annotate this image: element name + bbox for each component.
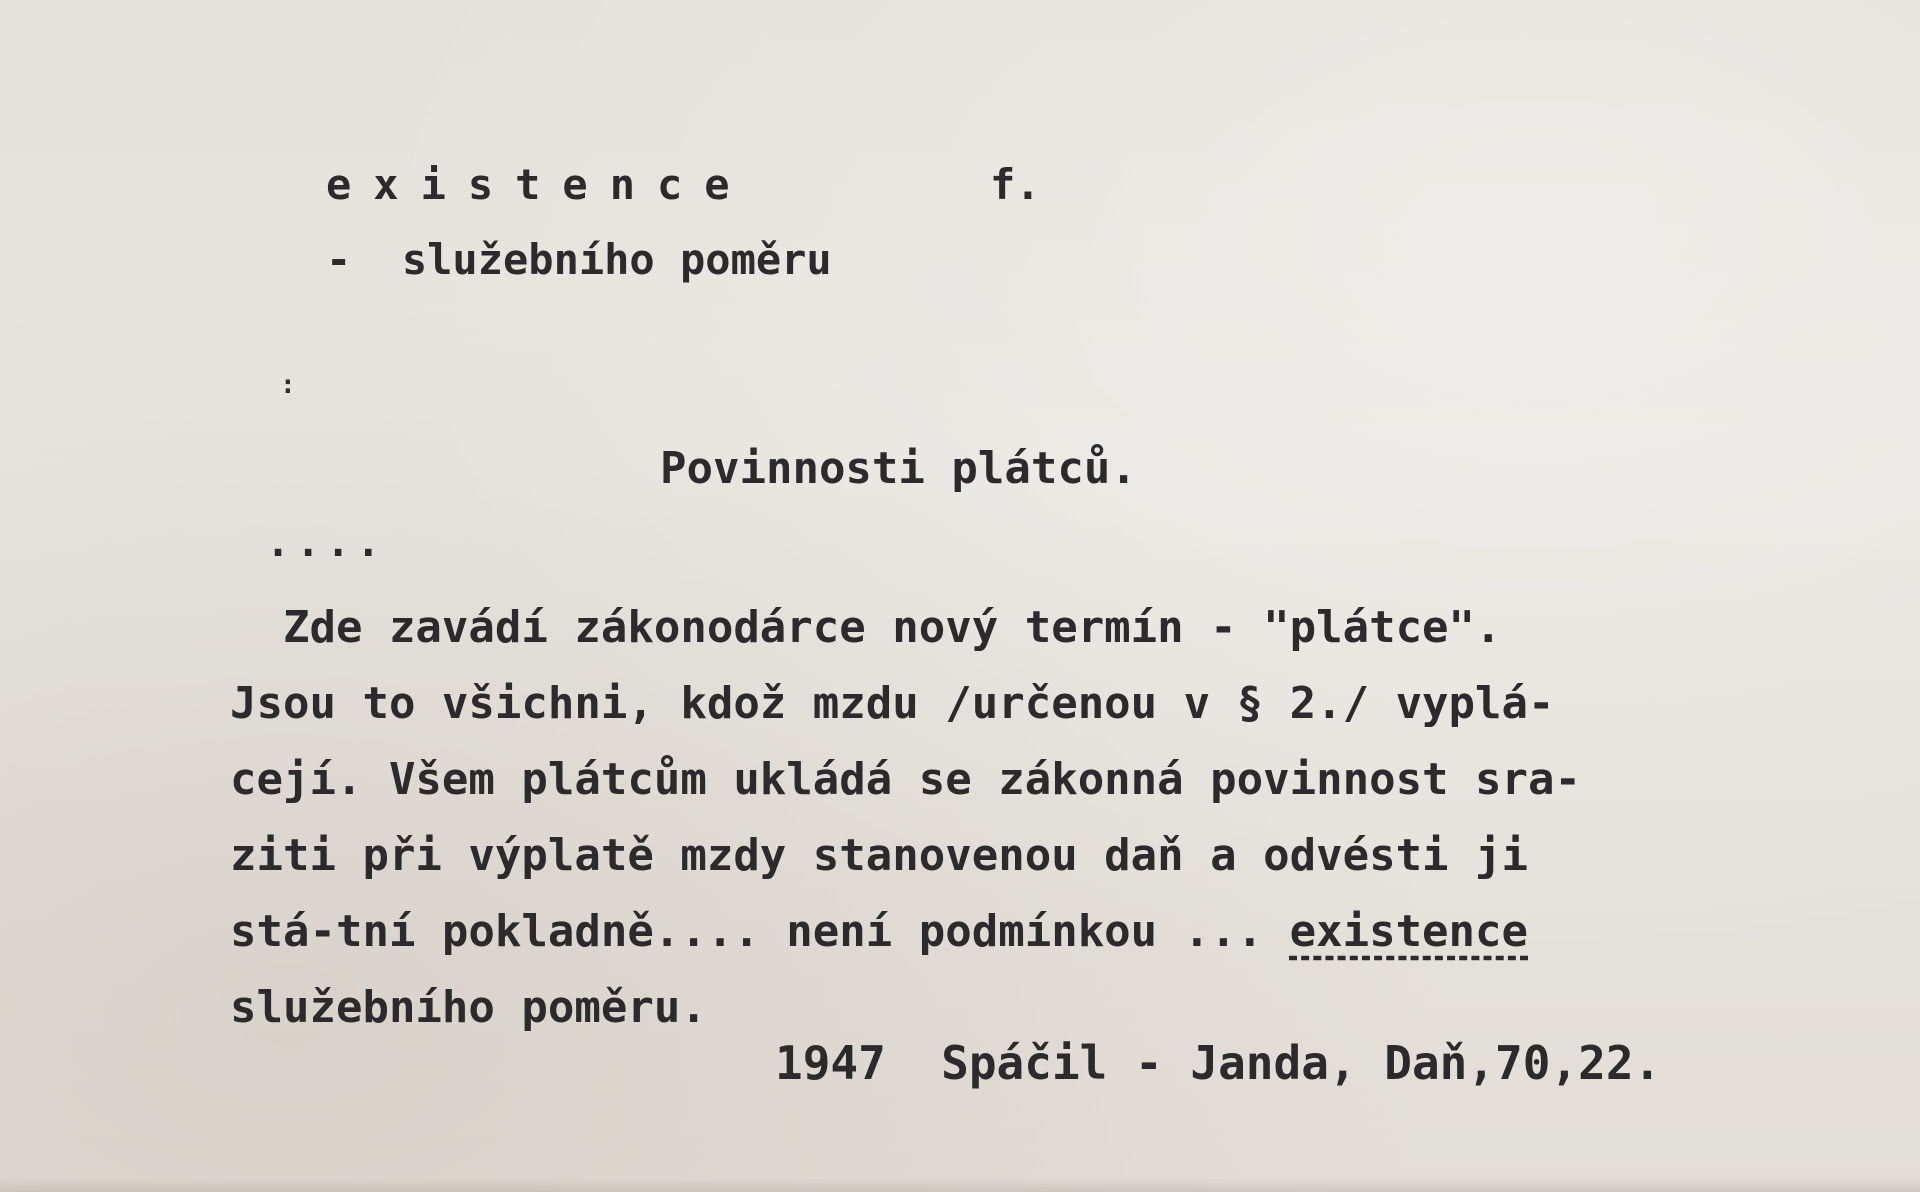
body-line <box>230 894 1790 970</box>
body-line: Zde zavádí zákonodárce nový termín - "plátce". <box>230 602 1502 653</box>
omission-ellipsis: .... <box>266 520 387 566</box>
grammatical-gender: f. <box>990 160 1041 209</box>
body-line: ziti při výplatě mzdy stanovenou daň a odvésti ji <box>230 830 1529 881</box>
subentry-phrase: - služebního poměru <box>326 235 832 284</box>
source-citation: 1947 Spáčil - Janda, Daň,70,22. <box>775 1036 1662 1090</box>
margin-marks: : <box>280 370 296 400</box>
excerpt-body <box>230 590 1790 1046</box>
underlined-headword: existence <box>1289 906 1529 957</box>
body-line: Jsou to všichni, kdož mzdu /určenou v § 2./ vyplá- <box>230 678 1555 729</box>
body-line: služebního poměru. <box>230 982 707 1033</box>
headword: existence <box>326 160 752 209</box>
excerpt-title: Povinnosti plátců. <box>660 443 1137 494</box>
body-line: cejí. Všem plátcům ukládá se zákonná povinnost sra- <box>230 754 1582 805</box>
body-line-text: stá-tní pokladně.... není podmínkou ... <box>230 906 1290 957</box>
